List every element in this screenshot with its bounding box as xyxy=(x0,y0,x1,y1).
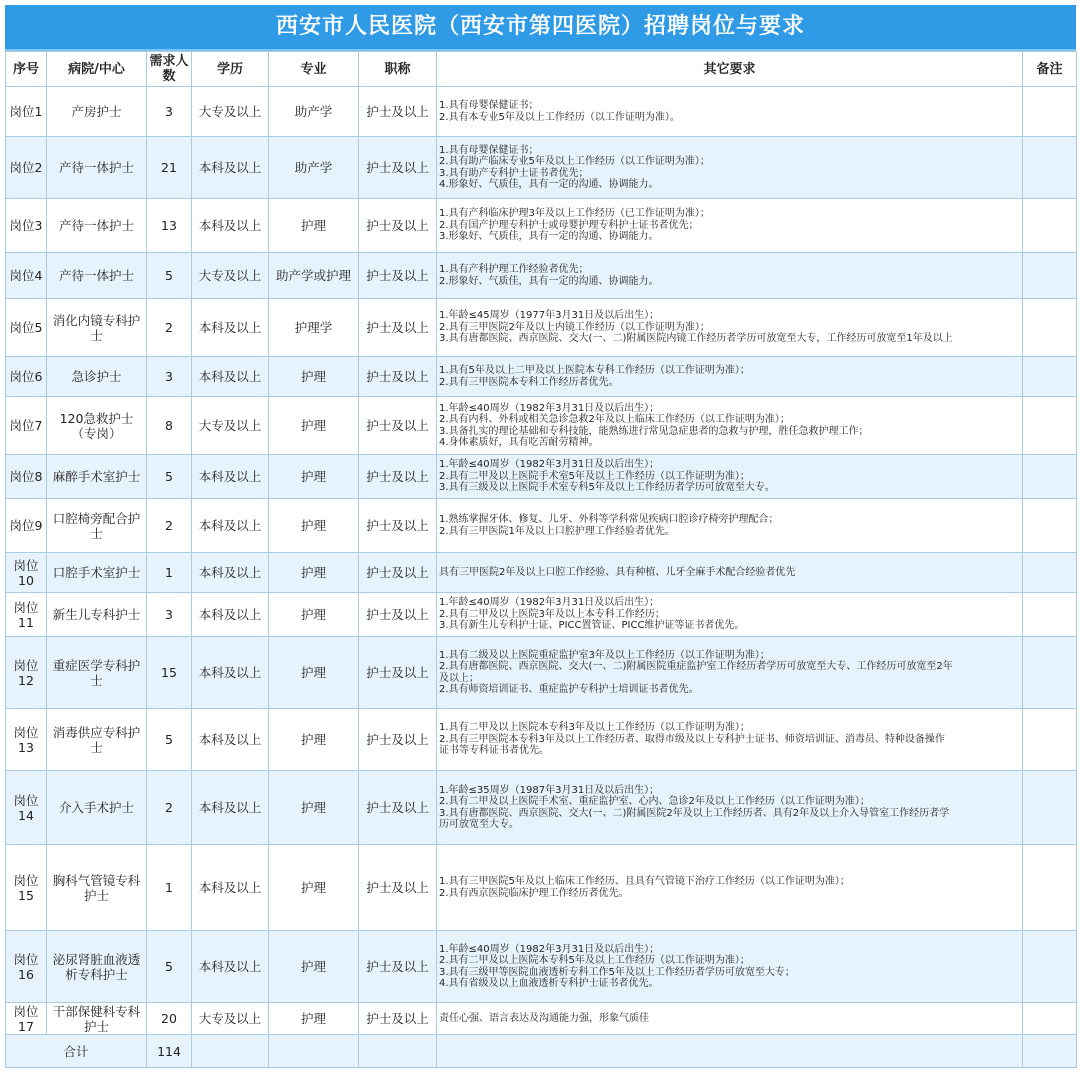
header-index: 序号 xyxy=(6,52,47,87)
cell-requirements xyxy=(437,593,1023,637)
cell-major: 护理 xyxy=(269,397,359,455)
requirement-line: 2.具有二甲及以上医院本专科5年及以上工作经历（以工作证明为准）； xyxy=(439,955,750,966)
requirement-line: 3.具有三级甲等医院血液透析专科工作5年及以上工作经历者学历可放宽至大专； xyxy=(439,966,795,978)
cell-title: 护士及以上 xyxy=(359,357,437,397)
cell-education: 本科及以上 xyxy=(192,637,269,709)
cell-count: 21 xyxy=(147,137,192,199)
table-row xyxy=(6,397,1077,455)
cell-requirements xyxy=(437,199,1023,253)
cell-education: 本科及以上 xyxy=(192,593,269,637)
cell-note xyxy=(1023,87,1077,137)
cell-title: 护士及以上 xyxy=(359,637,437,709)
cell-requirements xyxy=(437,771,1023,845)
requirement-line: 1.具有产科护理工作经验者优先； xyxy=(439,264,589,275)
header-count: 需求人数 xyxy=(147,52,192,87)
cell-note xyxy=(1023,845,1077,931)
cell-count: 1 xyxy=(147,845,192,931)
cell-index: 岗位3 xyxy=(6,199,47,253)
total-empty xyxy=(359,1035,437,1068)
table-row xyxy=(6,709,1077,771)
cell-count: 3 xyxy=(147,357,192,397)
table-header-row xyxy=(6,52,1077,87)
cell-title: 护士及以上 xyxy=(359,87,437,137)
table-row xyxy=(6,253,1077,299)
requirement-line: 1.具有二甲及以上医院本专科3年及以上工作经历（以工作证明为准）； xyxy=(439,722,750,734)
requirement-line: 2.具有二甲及以上医院手术室、重症监护室、心内、急诊2年及以上工作经历（以工作证明为准）； xyxy=(439,796,870,807)
cell-title: 护士及以上 xyxy=(359,253,437,299)
requirement-line: 2.具有二甲及以上医院手术室5年及以上工作经历（以工作证明为准）； xyxy=(439,470,750,482)
cell-major: 护理 xyxy=(269,499,359,553)
total-empty xyxy=(437,1035,1023,1068)
table-row xyxy=(6,1003,1077,1035)
requirement-line: 证书等专科证书者优先。 xyxy=(439,745,549,757)
cell-requirements xyxy=(437,137,1023,199)
cell-major: 护理 xyxy=(269,553,359,593)
cell-major: 护理 xyxy=(269,1003,359,1035)
cell-requirements xyxy=(437,357,1023,397)
cell-requirements xyxy=(437,455,1023,499)
table-row xyxy=(6,299,1077,357)
cell-requirements xyxy=(437,499,1023,553)
cell-index: 岗位8 xyxy=(6,455,47,499)
requirement-line: 3.具备扎实的理论基础和专科技能，能熟练进行常见急症患者的急救与护理，胜任急救护理工作； xyxy=(439,425,869,437)
cell-note xyxy=(1023,931,1077,1003)
cell-count: 1 xyxy=(147,553,192,593)
requirement-line: 4.具有省级及以上血液透析专科护士证书者优先。 xyxy=(439,978,659,989)
cell-major: 护理 xyxy=(269,709,359,771)
cell-education: 本科及以上 xyxy=(192,771,269,845)
requirement-line: 3.具有三级及以上医院手术室专科5年及以上工作经历者学历可放宽至大专。 xyxy=(439,482,775,494)
cell-major: 护理 xyxy=(269,845,359,931)
cell-index: 岗位15 xyxy=(6,845,47,931)
cell-dept: 产待一体护士 xyxy=(47,199,147,253)
cell-index: 岗位12 xyxy=(6,637,47,709)
table-body xyxy=(6,87,1077,1035)
requirement-line: 2.具有西京医院临床护理工作经历者优先。 xyxy=(439,887,629,899)
cell-education: 本科及以上 xyxy=(192,499,269,553)
total-row xyxy=(6,1035,1077,1068)
cell-title: 护士及以上 xyxy=(359,931,437,1003)
requirement-line: 4.形象好、气质佳，具有一定的沟通、协调能力。 xyxy=(439,179,659,190)
cell-dept: 麻醉手术室护士 xyxy=(47,455,147,499)
cell-title: 护士及以上 xyxy=(359,455,437,499)
cell-dept: 产待一体护士 xyxy=(47,137,147,199)
cell-count: 3 xyxy=(147,593,192,637)
cell-index: 岗位17 xyxy=(6,1003,47,1035)
requirement-line: 3.具有唐都医院、西京医院、交大(一、二)附属医院内镜工作经历者学历可放宽至大专，工作经历可放宽至1年及以上 xyxy=(439,333,953,345)
requirement-line: 4.身体素质好，具有吃苦耐劳精神。 xyxy=(439,437,599,448)
cell-education: 本科及以上 xyxy=(192,709,269,771)
requirement-line: 2.具有助产临床专业5年及以上工作经历（以工作证明为准）； xyxy=(439,156,710,167)
requirement-line: 2.具有本专业5年及以上工作经历（以工作证明为准）。 xyxy=(439,111,680,123)
requirement-line: 1.具有母婴保健证书； xyxy=(439,144,539,156)
cell-title: 护士及以上 xyxy=(359,199,437,253)
cell-note xyxy=(1023,1003,1077,1035)
header-title: 职称 xyxy=(359,52,437,87)
requirement-line: 1.具有5年及以上二甲及以上医院本专科工作经历（以工作证明为准）； xyxy=(439,365,750,376)
header-major: 专业 xyxy=(269,52,359,87)
cell-count: 13 xyxy=(147,199,192,253)
cell-title: 护士及以上 xyxy=(359,709,437,771)
cell-index: 岗位14 xyxy=(6,771,47,845)
cell-major: 助产学或护理 xyxy=(269,253,359,299)
cell-index: 岗位4 xyxy=(6,253,47,299)
table-row xyxy=(6,771,1077,845)
cell-requirements xyxy=(437,253,1023,299)
cell-title: 护士及以上 xyxy=(359,553,437,593)
cell-major: 护理 xyxy=(269,637,359,709)
cell-note xyxy=(1023,253,1077,299)
requirement-line: 2.形象好、气质佳，具有一定的沟通、协调能力。 xyxy=(439,275,659,287)
requirement-line: 3.具有唐都医院、西京医院、交大(一、二)附属医院2年及以上工作经历者、具有2年及以上介入导管室工作经历者学 xyxy=(439,807,950,819)
requirement-line: 2.具有内科、外科或相关急诊急救2年及以上临床工作经历（以工作证明为准）； xyxy=(439,414,790,425)
cell-index: 岗位16 xyxy=(6,931,47,1003)
cell-count: 15 xyxy=(147,637,192,709)
cell-major: 护理 xyxy=(269,593,359,637)
cell-education: 本科及以上 xyxy=(192,357,269,397)
total-count: 114 xyxy=(147,1035,192,1068)
cell-index: 岗位7 xyxy=(6,397,47,455)
cell-major: 护理学 xyxy=(269,299,359,357)
cell-count: 20 xyxy=(147,1003,192,1035)
cell-note xyxy=(1023,397,1077,455)
table-row xyxy=(6,845,1077,931)
recruitment-document xyxy=(5,5,1076,1068)
table-row xyxy=(6,499,1077,553)
header-education: 学历 xyxy=(192,52,269,87)
cell-education: 本科及以上 xyxy=(192,845,269,931)
cell-major: 助产学 xyxy=(269,137,359,199)
cell-count: 5 xyxy=(147,253,192,299)
cell-index: 岗位5 xyxy=(6,299,47,357)
cell-requirements xyxy=(437,845,1023,931)
requirement-line: 责任心强、语言表达及沟通能力强，形象气质佳 xyxy=(439,1012,649,1024)
cell-dept: 产房护士 xyxy=(47,87,147,137)
cell-education: 大专及以上 xyxy=(192,1003,269,1035)
requirement-line: 2.具有国产护理专科护士或母婴护理专科护士证书者优先； xyxy=(439,219,699,231)
cell-major: 护理 xyxy=(269,199,359,253)
requirement-line: 1.年龄≤45周岁（1977年3月31日及以后出生）； xyxy=(439,310,660,322)
cell-dept: 消化内镜专科护士 xyxy=(47,299,147,357)
table-row xyxy=(6,357,1077,397)
cell-count: 2 xyxy=(147,499,192,553)
cell-education: 本科及以上 xyxy=(192,455,269,499)
table-row xyxy=(6,593,1077,637)
requirement-line: 具有三甲医院2年及以上口腔工作经验、具有种植、儿牙全麻手术配合经验者优先 xyxy=(439,566,796,578)
requirement-line: 2.具有三甲医院1年及以上口腔护理工作经验者优先。 xyxy=(439,525,675,537)
cell-note xyxy=(1023,593,1077,637)
cell-requirements xyxy=(437,709,1023,771)
cell-index: 岗位1 xyxy=(6,87,47,137)
cell-index: 岗位13 xyxy=(6,709,47,771)
cell-note xyxy=(1023,137,1077,199)
total-empty xyxy=(1023,1035,1077,1068)
cell-dept: 消毒供应专科护士 xyxy=(47,709,147,771)
requirement-line: 历可放宽至大专。 xyxy=(439,819,519,830)
cell-requirements xyxy=(437,397,1023,455)
requirement-line: 3.具有助产专科护士证书者优先； xyxy=(439,167,589,179)
cell-requirements xyxy=(437,87,1023,137)
table-row xyxy=(6,553,1077,593)
cell-requirements xyxy=(437,1003,1023,1035)
cell-education: 大专及以上 xyxy=(192,87,269,137)
cell-index: 岗位2 xyxy=(6,137,47,199)
cell-title: 护士及以上 xyxy=(359,771,437,845)
cell-index: 岗位6 xyxy=(6,357,47,397)
requirement-line: 1.年龄≤40周岁（1982年3月31日及以后出生）； xyxy=(439,402,660,414)
requirement-line: 2.具有三甲医院本专科3年及以上工作经历者、取得市级及以上专科护士证书、师资培训证、消毒员、特种设备操作 xyxy=(439,733,945,745)
table-row xyxy=(6,455,1077,499)
table-row xyxy=(6,199,1077,253)
requirement-line: 1.具有母婴保健证书； xyxy=(439,100,539,111)
cell-title: 护士及以上 xyxy=(359,499,437,553)
cell-dept: 急诊护士 xyxy=(47,357,147,397)
cell-dept: 重症医学专科护士 xyxy=(47,637,147,709)
cell-dept: 口腔椅旁配合护士 xyxy=(47,499,147,553)
cell-requirements xyxy=(437,553,1023,593)
cell-note xyxy=(1023,299,1077,357)
requirement-line: 1.年龄≤40周岁（1982年3月31日及以后出生）； xyxy=(439,943,660,955)
cell-count: 2 xyxy=(147,299,192,357)
header-dept: 病院/中心 xyxy=(47,52,147,87)
cell-major: 护理 xyxy=(269,357,359,397)
document-title: 西安市人民医院（西安市第四医院）招聘岗位与要求 xyxy=(5,5,1076,51)
cell-note xyxy=(1023,553,1077,593)
cell-dept: 产待一体护士 xyxy=(47,253,147,299)
cell-count: 8 xyxy=(147,397,192,455)
requirement-line: 3.形象好、气质佳，具有一定的沟通、协调能力。 xyxy=(439,231,659,243)
cell-dept: 胸科气管镜专科护士 xyxy=(47,845,147,931)
cell-dept: 120急救护士（专岗） xyxy=(47,397,147,455)
cell-education: 本科及以上 xyxy=(192,199,269,253)
cell-major: 助产学 xyxy=(269,87,359,137)
cell-dept: 干部保健科专科护士 xyxy=(47,1003,147,1035)
cell-education: 大专及以上 xyxy=(192,397,269,455)
recruitment-table xyxy=(5,51,1077,1068)
cell-count: 3 xyxy=(147,87,192,137)
cell-count: 5 xyxy=(147,931,192,1003)
table-row xyxy=(6,637,1077,709)
requirement-line: 1.具有产科临床护理3年及以上工作经历（已工作证明为准）； xyxy=(439,208,710,220)
cell-title: 护士及以上 xyxy=(359,845,437,931)
requirement-line: 2.具有二甲及以上医院3年及以上本专科工作经历； xyxy=(439,608,665,620)
cell-count: 2 xyxy=(147,771,192,845)
requirement-line: 1.具有二级及以上医院重症监护室3年及以上工作经历（以工作证明为准）； xyxy=(439,649,770,661)
cell-title: 护士及以上 xyxy=(359,299,437,357)
table-row xyxy=(6,87,1077,137)
cell-dept: 泌尿肾脏血液透析专科护士 xyxy=(47,931,147,1003)
table-row xyxy=(6,137,1077,199)
cell-major: 护理 xyxy=(269,455,359,499)
cell-education: 本科及以上 xyxy=(192,553,269,593)
total-empty xyxy=(192,1035,269,1068)
cell-note xyxy=(1023,499,1077,553)
cell-education: 本科及以上 xyxy=(192,299,269,357)
header-requirements: 其它要求 xyxy=(437,52,1023,87)
cell-note xyxy=(1023,199,1077,253)
cell-major: 护理 xyxy=(269,931,359,1003)
requirement-line: 及以上； xyxy=(439,672,479,684)
cell-title: 护士及以上 xyxy=(359,593,437,637)
requirement-line: 2.具有三甲医院2年及以上内镜工作经历（以工作证明为准）； xyxy=(439,321,710,333)
cell-index: 岗位11 xyxy=(6,593,47,637)
cell-index: 岗位10 xyxy=(6,553,47,593)
cell-note xyxy=(1023,709,1077,771)
cell-education: 本科及以上 xyxy=(192,137,269,199)
cell-count: 5 xyxy=(147,709,192,771)
header-note: 备注 xyxy=(1023,52,1077,87)
cell-requirements xyxy=(437,299,1023,357)
cell-title: 护士及以上 xyxy=(359,1003,437,1035)
cell-requirements xyxy=(437,931,1023,1003)
requirement-line: 1.年龄≤40周岁（1982年3月31日及以后出生）； xyxy=(439,597,660,609)
total-empty xyxy=(269,1035,359,1068)
requirement-line: 2.具有三甲医院本专科工作经历者优先。 xyxy=(439,376,619,388)
cell-dept: 口腔手术室护士 xyxy=(47,553,147,593)
cell-note xyxy=(1023,455,1077,499)
cell-note xyxy=(1023,637,1077,709)
cell-dept: 新生儿专科护士 xyxy=(47,593,147,637)
cell-title: 护士及以上 xyxy=(359,397,437,455)
cell-index: 岗位9 xyxy=(6,499,47,553)
requirement-line: 1.年龄≤35周岁（1987年3月31日及以后出生）； xyxy=(439,784,660,796)
cell-education: 本科及以上 xyxy=(192,931,269,1003)
cell-dept: 介入手术护士 xyxy=(47,771,147,845)
cell-note xyxy=(1023,357,1077,397)
cell-note xyxy=(1023,771,1077,845)
cell-major: 护理 xyxy=(269,771,359,845)
table-row xyxy=(6,931,1077,1003)
requirement-line: 1.熟练掌握牙体、修复、儿牙、外科等学科常见疾病口腔诊疗椅旁护理配合； xyxy=(439,514,779,525)
cell-count: 5 xyxy=(147,455,192,499)
requirement-line: 2.具有唐都医院、西京医院、交大(一、二)附属医院重症监护室工作经历者学历可放宽至大专、工作经历可放宽至2年 xyxy=(439,661,953,672)
requirement-line: 1.年龄≤40周岁（1982年3月31日及以后出生）； xyxy=(439,459,660,471)
total-label: 合计 xyxy=(6,1035,147,1068)
cell-education: 大专及以上 xyxy=(192,253,269,299)
cell-requirements xyxy=(437,637,1023,709)
requirement-line: 1.具有三甲医院5年及以上临床工作经历、且具有气管镜下治疗工作经历（以工作证明为准）； xyxy=(439,876,850,887)
cell-title: 护士及以上 xyxy=(359,137,437,199)
requirement-line: 2.具有师资培训证书、重症监护专科护士培训证书者优先。 xyxy=(439,684,699,695)
requirement-line: 3.具有新生儿专科护士证、PICC置管证、PICC维护证等证书者优先。 xyxy=(439,620,745,632)
